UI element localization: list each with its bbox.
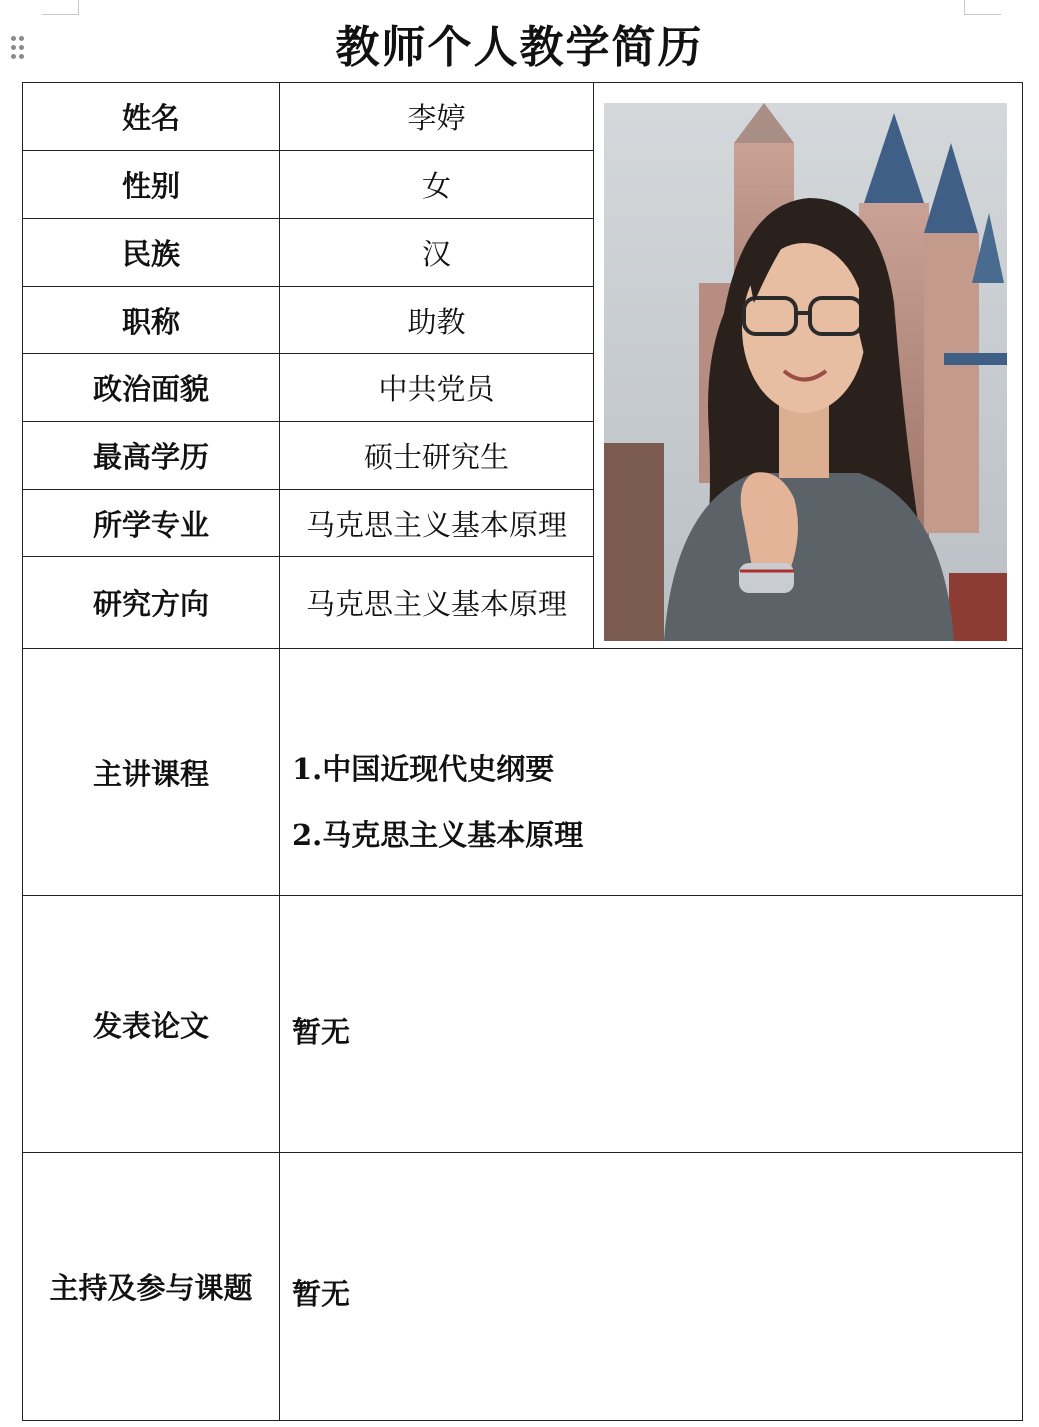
table-row (23, 83, 1023, 151)
research-direction-label: 研究方向 (23, 557, 280, 649)
teacher-portrait-photo[interactable] (604, 103, 1007, 641)
political-status-label: 政治面貌 (23, 354, 280, 422)
name-label: 姓名 (23, 83, 280, 151)
projects-label: 主持及参与课题 (23, 1153, 280, 1421)
title-label: 职称 (23, 287, 280, 354)
papers-cell[interactable] (280, 896, 1023, 1153)
photo-cell (594, 83, 1023, 649)
education-label: 最高学历 (23, 422, 280, 490)
political-status-value[interactable]: 中共党员 (280, 354, 594, 422)
papers-value: 暂无 (292, 1014, 351, 1049)
page-title: 教师个人教学简历 (335, 22, 704, 73)
course-item: 1.中国近现代史纲要 (292, 752, 555, 786)
page-corner-mark-left (42, 0, 79, 15)
papers-label: 发表论文 (23, 896, 280, 1153)
name-value[interactable]: 李婷 (280, 83, 594, 151)
table-row (23, 649, 1023, 896)
page-corner-mark-right (964, 0, 1001, 15)
gender-label: 性别 (23, 151, 280, 219)
courses-cell[interactable] (280, 649, 1023, 896)
course-item: 2.马克思主义基本原理 (292, 818, 584, 852)
table-row (23, 896, 1023, 1153)
major-label: 所学专业 (23, 490, 280, 557)
courses-label: 主讲课程 (23, 649, 280, 896)
ethnicity-value[interactable]: 汉 (280, 219, 594, 287)
education-value[interactable]: 硕士研究生 (280, 422, 594, 490)
projects-cell[interactable] (280, 1153, 1023, 1421)
projects-value: 暂无 (292, 1277, 351, 1311)
gender-value[interactable]: 女 (280, 151, 594, 219)
title-value[interactable]: 助教 (280, 287, 594, 354)
resume-table (22, 82, 1023, 1421)
major-value[interactable]: 马克思主义基本原理 (280, 490, 594, 557)
ethnicity-label: 民族 (23, 219, 280, 287)
table-row (23, 1153, 1023, 1421)
research-direction-value[interactable]: 马克思主义基本原理 (280, 557, 594, 649)
